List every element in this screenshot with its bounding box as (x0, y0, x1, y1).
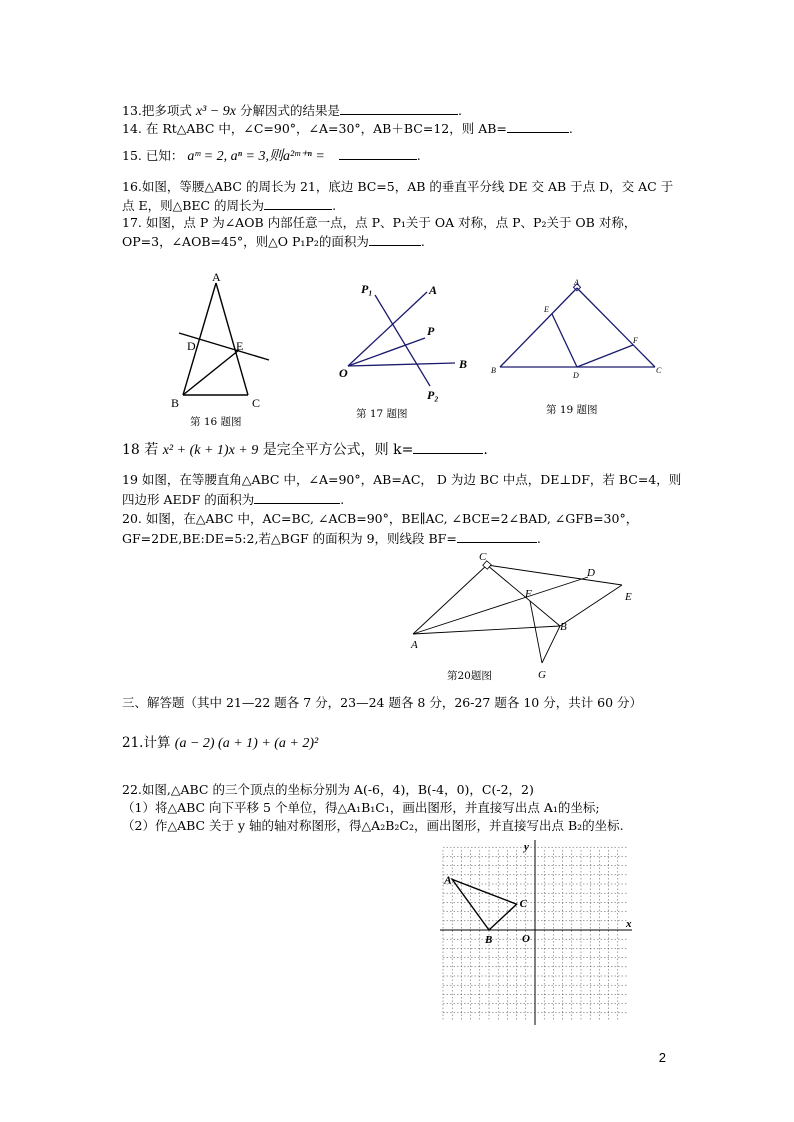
answer-blank[interactable] (457, 530, 537, 543)
question-22-line3: （2）作△ABC 关于 y 轴的轴对称图形，得△A₂B₂C₂，画出图形，并直接写出点 B₂的坐标. (122, 818, 624, 833)
label-E: E (236, 339, 244, 353)
answer-blank[interactable] (413, 441, 483, 454)
point-B-label: B (485, 934, 493, 946)
label-A: A (212, 270, 221, 284)
segment-GB (542, 626, 560, 663)
label-O: O (339, 366, 348, 380)
origin-label: O (522, 933, 530, 945)
point-A-label: A (444, 874, 452, 887)
label-A: A (574, 278, 579, 287)
answer-blank[interactable] (254, 491, 340, 504)
point-C-label: C (519, 898, 527, 911)
label-D: D (573, 371, 579, 380)
quadratic-expression: x² + (k + 1)x + 9 (162, 443, 259, 458)
exponent-expression: aᵐ = 2, aⁿ = 3,则a²ᵐ⁺ⁿ = (187, 149, 325, 164)
label-B: B (459, 357, 468, 371)
figure-20 (405, 548, 645, 683)
section-3-title: 三、解答题（其中 21—22 题各 7 分，23—24 题各 8 分，26-27 题各 10 分，共计 60 分） (122, 695, 643, 710)
y-axis-label: y (524, 841, 529, 853)
segment-FG (530, 601, 542, 663)
question-19-line1: 19 如图，在等腰直角△ABC 中，∠A=90°，AB=AC， D 为边 BC 中点，DE⊥DF，若 BC=4，则 (122, 472, 682, 487)
label-B: B (560, 621, 567, 633)
label-E: E (544, 305, 549, 314)
label-F: F (633, 336, 638, 345)
label-D: D (587, 567, 595, 579)
triangle-ABC (452, 879, 516, 930)
question-16-line1: 16.如图，等腰△ABC 的周长为 21，底边 BC=5，AB 的垂直平分线 DE 交 AB 于点 D，交 AC 于 (122, 179, 674, 194)
question-20-line2: GF=2DE,BE:DE=5:2,若△BGF 的面积为 9，则线段 BF= . (122, 531, 541, 546)
segment-DE (552, 314, 577, 367)
label-D: D (187, 339, 196, 353)
label-P1: P₁ (361, 282, 373, 296)
answer-blank[interactable] (339, 147, 417, 160)
label-B: B (171, 396, 180, 410)
answer-blank[interactable] (369, 233, 421, 246)
question-17-line1: 17. 如图，点 P 为∠AOB 内部任意一点，点 P、P₁关于 OA 对称，点 P、P₂关于 OB 对称， (122, 215, 637, 230)
ray-OA (348, 292, 427, 366)
answer-blank[interactable] (340, 102, 458, 115)
segment-AC (413, 565, 487, 634)
question-15: 15. 已知： aᵐ = 2, aⁿ = 3,则a²ᵐ⁺ⁿ = . (122, 148, 421, 164)
question-22-line2: （1）将△ABC 向下平移 5 个单位，得△A₁B₁C₁，画出图形，并直接写出点 A₁的坐标; (122, 800, 600, 815)
figure-19 (488, 276, 668, 381)
question-17-line2: OP=3，∠AOB=45°，则△O P₁P₂的面积为 . (122, 234, 425, 249)
question-13: 13.把多项式 x³ − 9x 分解因式的结果是 . (122, 103, 462, 119)
label-C: C (656, 366, 662, 375)
question-22-line1: 22.如图,△ABC 的三个顶点的坐标分别为 A(-6，4)，B(-4，0)，C(-2，2) (122, 782, 534, 797)
label-E: E (625, 591, 632, 603)
figure-17 (335, 280, 475, 405)
segment-OP (348, 338, 425, 366)
answer-blank[interactable] (507, 120, 569, 133)
segment-BE (183, 350, 239, 395)
label-C: C (479, 551, 487, 563)
label-P: P (427, 324, 435, 338)
segment-DF (577, 345, 633, 367)
ray-OB (348, 363, 455, 366)
label-F: F (525, 588, 532, 600)
expression-to-calculate: (a − 2) (a + 1) + (a + 2)² (174, 736, 319, 751)
question-19-line2: 四边形 AEDF 的面积为 . (122, 492, 345, 507)
polynomial-expression: x³ − 9x (195, 104, 236, 119)
segment-BE (560, 585, 622, 626)
coordinate-grid[interactable] (440, 840, 640, 1030)
label-C: C (252, 396, 261, 410)
figure-20-caption: 第20题图 (447, 670, 492, 682)
label-G: G (538, 669, 546, 681)
segment-AB (500, 288, 577, 367)
figure-17-caption: 第 17 题图 (356, 408, 408, 420)
label-A: A (429, 283, 438, 297)
figure-16 (165, 270, 285, 415)
question-20-line1: 20. 如图，在△ABC 中，AC=BC, ∠ACB=90°，BE∥AC, ∠BCE=2∠BAD, ∠GFB=30°， (122, 511, 639, 526)
segment-AC (577, 288, 655, 367)
question-21: 21.计算 (a − 2) (a + 1) + (a + 2)² (122, 735, 319, 751)
question-16-line2: 点 E，则△BEC 的周长为 . (122, 198, 337, 213)
answer-blank[interactable] (264, 197, 332, 210)
x-axis-label: x (626, 918, 632, 930)
label-P2: P₂ (427, 388, 439, 402)
figure-16-caption: 第 16 题图 (190, 416, 242, 428)
label-B: B (491, 366, 496, 375)
figure-19-caption: 第 19 题图 (546, 404, 598, 416)
segment-P1P2 (375, 295, 430, 386)
label-A: A (411, 639, 418, 651)
page-number: 2 (658, 1050, 666, 1065)
question-18: 18 若 x² + (k + 1)x + 9 是完全平方公式，则 k= . (122, 442, 488, 458)
question-14: 14. 在 Rt△ABC 中，∠C=90°，∠A=30°，AB＋BC=12，则 AB= . (122, 121, 573, 136)
